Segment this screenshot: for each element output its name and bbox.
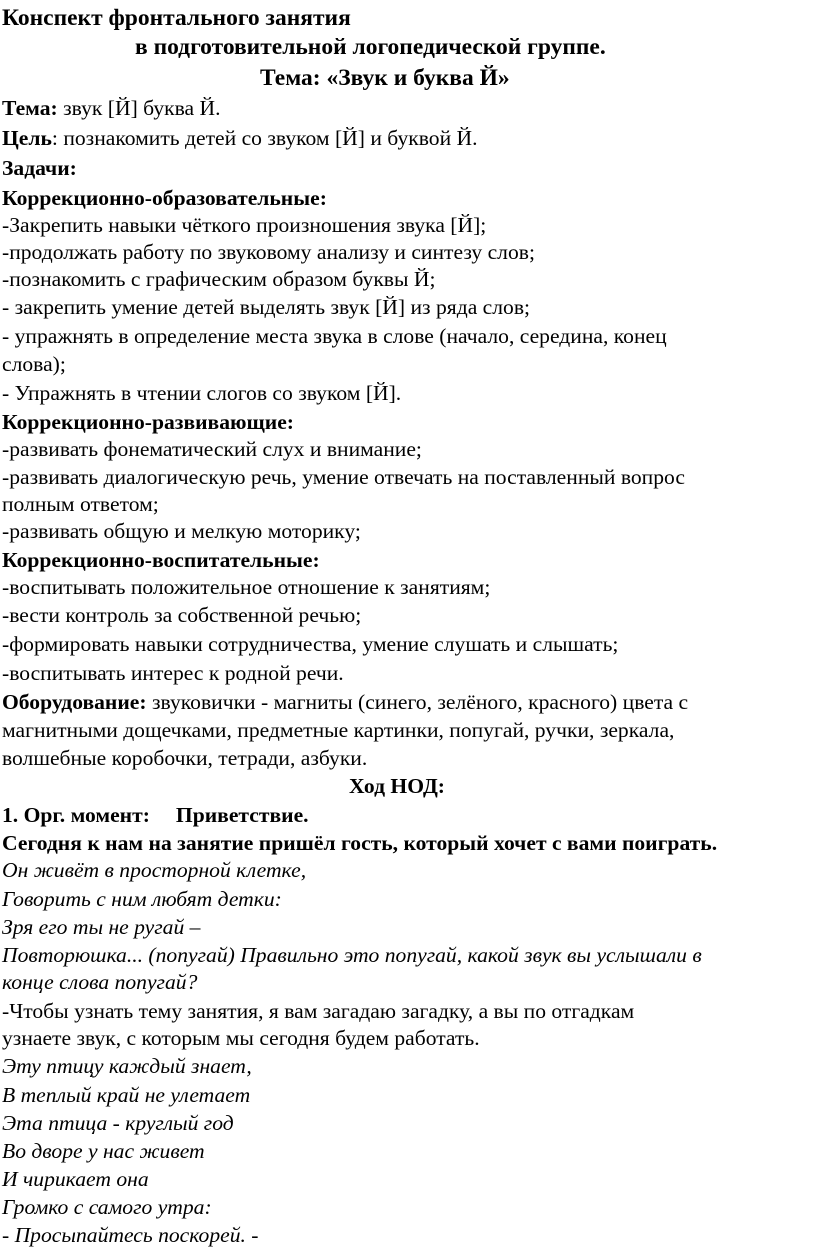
goal-label: Цель	[2, 126, 52, 150]
equipment-line-3: волшебные коробочки, тетради, азбуки.	[2, 746, 368, 770]
poem-line: Он живёт в просторной клетке,	[2, 858, 307, 882]
goal-line	[2, 124, 814, 152]
equipment-label: Оборудование:	[2, 690, 147, 714]
list-item: -развивать фонематический слух и внимание;	[2, 437, 422, 461]
doc-title-line-3: Тема: «Звук и буква Й»	[260, 65, 510, 91]
step-1-intro: Сегодня к нам на занятие пришёл гость, который хочет с вами поиграть.	[2, 831, 718, 855]
riddle-intro-line: -Чтобы узнать тему занятия, я вам загадаю загадку, а вы по отгадкам	[2, 999, 635, 1023]
riddle-intro-line: узнаете звук, с которым мы сегодня будем работать.	[2, 1026, 480, 1050]
poem-line: В теплый край не улетает	[2, 1083, 251, 1107]
list-item: полным ответом;	[2, 492, 159, 516]
list-item: слова);	[2, 352, 66, 376]
poem-line: конце слова попугай?	[2, 970, 198, 994]
list-item: -развивать общую и мелкую моторику;	[2, 519, 361, 543]
section-heading-upbringing: Коррекционно-воспитательные:	[2, 548, 320, 572]
list-item: -воспитывать интерес к родной речи.	[2, 661, 344, 685]
doc-title-line-2: в подготовительной логопедической группе.	[135, 34, 606, 60]
step-1-line	[2, 801, 814, 829]
step-1-label: 1. Орг. момент:	[2, 803, 150, 827]
poem-line: Повторюшка... (попугай) Правильно это попугай, какой звук вы услышали в	[2, 943, 702, 967]
tasks-heading: Задачи:	[2, 156, 77, 180]
list-item: - Упражнять в чтении слогов со звуком [Й].	[2, 381, 402, 405]
list-item: -познакомить с графическим образом буквы Й;	[2, 267, 436, 291]
course-heading: Ход НОД:	[349, 774, 445, 798]
list-item: -воспитывать положительное отношение к занятиям;	[2, 575, 491, 599]
list-item: -формировать навыки сотрудничества, умение слушать и слышать;	[2, 632, 619, 656]
poem-line: Эта птица - круглый год	[2, 1111, 234, 1135]
list-item: -продолжать работу по звуковому анализу и синтезу слов;	[2, 240, 535, 264]
list-item: -Закрепить навыки чёткого произношения звука [Й];	[2, 213, 487, 237]
poem-line: Громко с самого утра:	[2, 1195, 212, 1219]
section-heading-educational: Коррекционно-образовательные:	[2, 186, 327, 210]
list-item: -вести контроль за собственной речью;	[2, 603, 362, 627]
goal-text: : познакомить детей со звуком [Й] и буквой Й.	[51, 126, 478, 150]
poem-line: Эту птицу каждый знает,	[2, 1054, 252, 1078]
section-heading-developmental: Коррекционно-развивающие:	[2, 410, 294, 434]
poem-line: Говорить с ним любят детки:	[2, 887, 282, 911]
list-item: - упражнять в определение места звука в слове (начало, середина, конец	[2, 324, 667, 348]
poem-line: Во дворе у нас живет	[2, 1139, 205, 1163]
list-item: -развивать диалогическую речь, умение отвечать на поставленный вопрос	[2, 465, 685, 489]
poem-line: И чирикает она	[2, 1167, 149, 1191]
poem-line: - Просыпайтесь поскорей. -	[2, 1223, 259, 1247]
doc-title-line-1: Конспект фронтального занятия	[2, 5, 351, 31]
equipment-line-1	[2, 688, 814, 716]
equipment-line-2: магнитными дощечками, предметные картинки, попугай, ручки, зеркала,	[2, 718, 675, 742]
list-item: - закрепить умение детей выделять звук [Й] из ряда слов;	[2, 295, 531, 319]
theme-label: Тема:	[2, 96, 58, 120]
poem-line: Зря его ты не ругай –	[2, 915, 201, 939]
theme-line	[2, 94, 814, 122]
step-1-title: Приветствие.	[175, 803, 309, 827]
equipment-text: звуковички - магниты (синего, зелёного, красного) цвета с	[146, 690, 689, 714]
theme-text: звук [Й] буква Й.	[57, 96, 221, 120]
